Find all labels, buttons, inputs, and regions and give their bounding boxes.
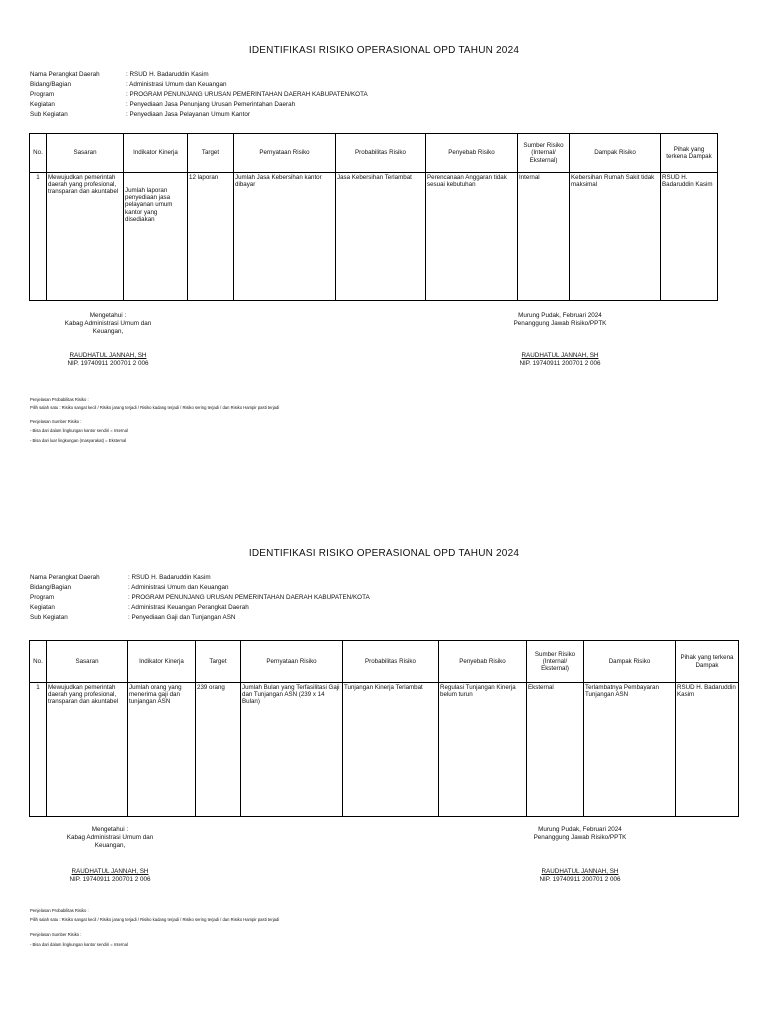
cell-indikator-kinerja: Jumlah orang yang menerima gaji dan tunjangan ASN: [128, 683, 196, 817]
meta-row: [30, 90, 368, 100]
header-indikator-kinerja: Indikator Kinerja: [128, 641, 196, 683]
sign-position: Kabag Administrasi Umum dan: [64, 320, 152, 327]
meta-label: Nama Perangkat Daerah: [30, 574, 100, 581]
header-pihak-terdampak: Pihak yang terkena Dampak: [661, 134, 718, 173]
notes: [30, 397, 279, 444]
prob-notes-text: Pilih salah satu : Risiko sangat kecil / Risiko jarang terjadi / Risiko kadang terjadi / Risiko sering terjadi / dan Risiko Hampir pasti terjadi: [30, 917, 280, 922]
cell-pihak-terdampak: RSUD H. Badaruddin Kasim: [676, 683, 739, 817]
meta-label: Bidang/Bagian: [30, 81, 71, 88]
meta-value: : PROGRAM PENUNJANG URUSAN PEMERINTAHAN DAERAH KABUPATEN/KOTA: [126, 91, 368, 98]
source-note-item: - Bisa dari dalam lingkungan kantor sendiri = Internal: [30, 428, 128, 433]
meta-value: : Administrasi Umum dan Keuangan: [126, 81, 227, 88]
source-note-item: - Bisa dari dalam lingkungan kantor sendiri = Internal: [30, 942, 128, 947]
table-header-row: [30, 641, 739, 683]
table-header-row: [30, 134, 718, 173]
meta-row: [30, 100, 368, 110]
cell-sasaran: Mewujudkan pemerintah daerah yang profesional, transparan dan akuntabel: [47, 173, 124, 301]
header-sasaran: Sasaran: [47, 134, 124, 173]
header-dampak-risiko: Dampak Risiko: [584, 641, 676, 683]
header-pernyataan-risiko: Pernyataan Risiko: [241, 641, 343, 683]
meta-row: [30, 70, 368, 80]
cell-no: 1: [30, 173, 47, 301]
document-title: IDENTIFIKASI RISIKO OPERASIONAL OPD TAHUN 2024: [248, 548, 520, 559]
meta-label: Sub Kegiatan: [30, 614, 68, 621]
header-penyebab-risiko: Penyebab Risiko: [439, 641, 527, 683]
prob-notes-title: Penjelasan Probabilitas Risiko :: [30, 908, 89, 913]
signatory-name: RAUDHATUL JANNAH, SH: [541, 868, 619, 875]
signatory-nip: NIP. 19740911 200701 2 006: [69, 876, 151, 883]
meta-value: : Administrasi Umum dan Keuangan: [128, 584, 229, 591]
cell-pihak-terdampak: RSUD H. Badaruddin Kasim: [661, 173, 718, 301]
risk-table: [29, 133, 718, 301]
meta-label: Bidang/Bagian: [30, 584, 71, 591]
sign-position: Penanggung Jawab Risiko/PPTK: [513, 320, 607, 327]
header-indikator-kinerja: Indikator Kinerja: [124, 134, 188, 173]
sign-position: Penanggung Jawab Risiko/PPTK: [533, 834, 627, 841]
risk-table: [29, 640, 739, 817]
left-signature-block: [48, 312, 168, 368]
meta-label: Nama Perangkat Daerah: [30, 71, 100, 78]
cell-penyebab-risiko: Perencanaan Anggaran tidak sesuai kebutuhan: [426, 173, 518, 301]
header-sasaran: Sasaran: [47, 641, 128, 683]
header-pernyataan-risiko: Pernyataan Risiko: [234, 134, 336, 173]
meta-value: : Penyediaan Jasa Penunjang Urusan Pemerintahan Daerah: [126, 101, 296, 108]
meta-value: : RSUD H. Badaruddin Kasim: [128, 574, 211, 581]
document-meta: [30, 70, 368, 120]
signatory-name: RAUDHATUL JANNAH, SH: [71, 868, 149, 875]
header-no: No.: [30, 134, 47, 173]
meta-row: [30, 583, 370, 593]
table-row: [30, 173, 718, 301]
signatory-nip: NIP. 19740911 200701 2 006: [67, 360, 149, 367]
cell-no: 1: [30, 683, 47, 817]
header-target: Target: [188, 134, 234, 173]
cell-dampak-risiko: Kebersihan Rumah Sakit tidak maksimal: [570, 173, 661, 301]
meta-row: [30, 613, 370, 623]
cell-dampak-risiko: Terlambatnya Pembayaran Tunjangan ASN: [584, 683, 676, 817]
meta-label: Kegiatan: [30, 604, 55, 611]
header-pihak-terdampak: Pihak yang terkena Dampak: [676, 641, 739, 683]
cell-target: 239 orang: [196, 683, 241, 817]
meta-row: [30, 603, 370, 613]
meta-row: [30, 573, 370, 583]
cell-pernyataan-risiko: Jumlah Bulan yang Terfasilitasi Gaji dan Tunjangan ASN (239 x 14 Bulan): [241, 683, 343, 817]
header-sumber-risiko: Sumber Risiko (Internal/ Eksternal): [527, 641, 584, 683]
meta-row: [30, 110, 368, 120]
notes: [30, 908, 279, 948]
header-penyebab-risiko: Penyebab Risiko: [426, 134, 518, 173]
header-no: No.: [30, 641, 47, 683]
cell-sumber-risiko: Eksternal: [527, 683, 584, 817]
source-note-item: - Bisa dari luar lingkungan (masyarakat) = Eksternal: [30, 438, 127, 443]
meta-row: [30, 80, 368, 90]
cell-probabilitas-risiko: Tunjangan Kinerja Terlambat: [343, 683, 439, 817]
signatory-nip: NIP. 19740911 200701 2 006: [539, 876, 621, 883]
signatory-name: RAUDHATUL JANNAH, SH: [69, 352, 147, 359]
prob-notes-text: Pilih salah satu : Risiko sangat kecil / Risiko jarang terjadi / Risiko kadang terjadi / Risiko sering terjadi / dan Risiko Hampir pasti terjadi: [30, 405, 280, 410]
sign-mengetahui: Mengetahui :: [89, 312, 127, 319]
cell-penyebab-risiko: Regulasi Tunjangan Kinerja belum turun: [439, 683, 527, 817]
left-signature-block: [50, 826, 170, 884]
document-meta: [30, 573, 370, 623]
header-dampak-risiko: Dampak Risiko: [570, 134, 661, 173]
document-title: IDENTIFIKASI RISIKO OPERASIONAL OPD TAHUN 2024: [248, 45, 520, 56]
sign-mengetahui: Mengetahui :: [91, 826, 129, 833]
meta-value: : Administrasi Keuangan Perangkat Daerah: [128, 604, 249, 611]
header-target: Target: [196, 641, 241, 683]
meta-value: : PROGRAM PENUNJANG URUSAN PEMERINTAHAN DAERAH KABUPATEN/KOTA: [128, 594, 370, 601]
cell-pernyataan-risiko: Jumlah Jasa Kebersihan kantor dibayar: [234, 173, 336, 301]
cell-sumber-risiko: Internal: [518, 173, 570, 301]
sign-position-cont: Keuangan,: [94, 842, 126, 849]
table-row: [30, 683, 739, 817]
sign-position: Kabag Administrasi Umum dan: [66, 834, 154, 841]
cell-sasaran: Mewujudkan pemerintah daerah yang profesional, transparan dan akuntabel: [47, 683, 128, 817]
header-probabilitas-risiko: Probabilitas Risiko: [343, 641, 439, 683]
signatory-name: RAUDHATUL JANNAH, SH: [521, 352, 599, 359]
meta-value: : Penyediaan Gaji dan Tunjangan ASN: [128, 614, 236, 621]
right-signature-block: [515, 826, 645, 884]
right-signature-block: [495, 312, 625, 368]
meta-label: Kegiatan: [30, 101, 55, 108]
prob-notes-title: Penjelasan Probabilitas Risiko :: [30, 397, 89, 402]
header-probabilitas-risiko: Probabilitas Risiko: [336, 134, 426, 173]
meta-label: Sub Kegiatan: [30, 111, 68, 118]
meta-row: [30, 593, 370, 603]
sign-place-date: Murung Pudak, Februari 2024: [518, 312, 602, 319]
cell-probabilitas-risiko: Jasa Kebersihan Terlambat: [336, 173, 426, 301]
meta-value: : Penyediaan Jasa Pelayanan Umum Kantor: [126, 111, 250, 118]
cell-target: 12 laporan: [188, 173, 234, 301]
meta-value: : RSUD H. Badaruddin Kasim: [126, 71, 209, 78]
cell-indikator-kinerja: Jumlah laporan penyediaan jasa pelayanan umum kantor yang disediakan: [124, 173, 188, 301]
sign-position-cont: Keuangan,: [92, 328, 124, 335]
header-sumber-risiko: Sumber Risiko (Internal/ Eksternal): [518, 134, 570, 173]
meta-label: Program: [30, 594, 55, 601]
meta-label: Program: [30, 91, 55, 98]
source-notes-title: Penjelasan Sumber Risiko :: [30, 419, 82, 424]
sign-place-date: Murung Pudak, Februari 2024: [538, 826, 622, 833]
source-notes-title: Penjelasan Sumber Risiko :: [30, 932, 82, 937]
signatory-nip: NIP. 19740911 200701 2 006: [519, 360, 601, 367]
